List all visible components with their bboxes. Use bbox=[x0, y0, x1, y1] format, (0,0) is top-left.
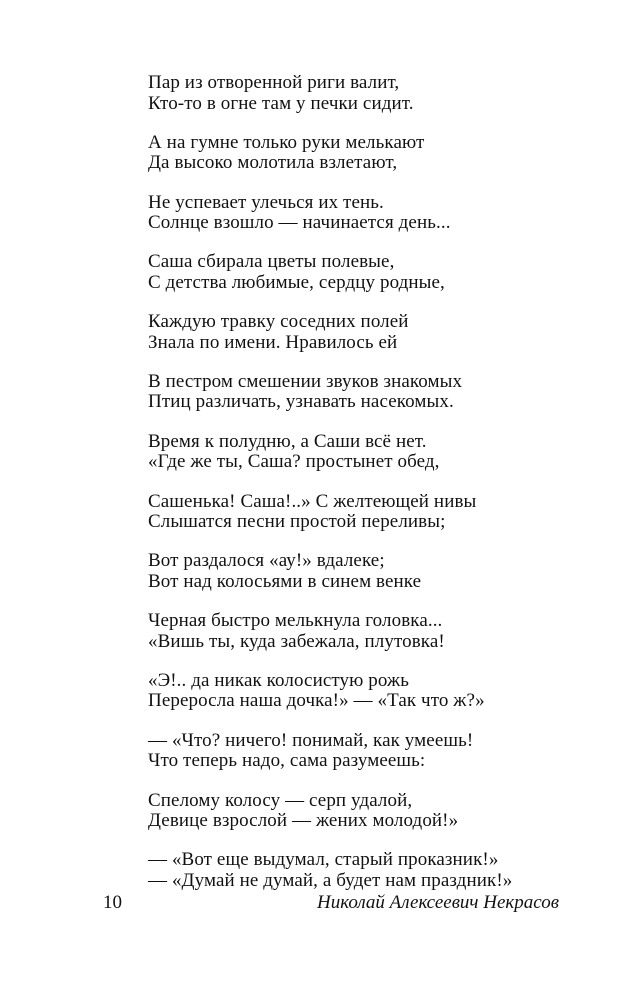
poem-line: Да высоко молотила взлетают, bbox=[148, 152, 398, 174]
poem-line: — «Думай не думай, а будет нам праздник!» bbox=[148, 869, 513, 891]
stanza bbox=[148, 731, 588, 772]
poem-line: А на гумне только руки мелькают bbox=[148, 131, 425, 153]
stanza bbox=[148, 372, 588, 413]
stanza bbox=[148, 850, 588, 891]
running-title: Николай Алексеевич Некрасов bbox=[317, 892, 559, 913]
poem-line: Кто-то в огне там у печки сидит. bbox=[148, 92, 414, 114]
poem-line: «Э!.. да никак колосистую рожь bbox=[148, 669, 409, 691]
poem-line: — «Что? ничего! понимай, как умеешь! bbox=[148, 729, 474, 751]
poem-line: Слышатся песни простой переливы; bbox=[148, 511, 446, 533]
poem-line: Каждую травку соседних полей bbox=[148, 311, 409, 333]
stanza bbox=[148, 252, 588, 293]
stanza bbox=[148, 73, 588, 114]
poem-line: Солнце взошло — начинается день... bbox=[148, 212, 451, 234]
poem-line: Черная быстро мелькнула головка... bbox=[148, 610, 443, 632]
poem-line: Переросла наша дочка!» — «Так что ж?» bbox=[148, 690, 485, 712]
poem-line: Сашенька! Саша!..» С желтеющей нивы bbox=[148, 490, 477, 512]
stanza bbox=[148, 671, 588, 712]
poem-line: Спелому колосу — серп удалой, bbox=[148, 789, 413, 811]
stanza bbox=[148, 193, 588, 234]
poem-line: «Где же ты, Саша? простынет обед, bbox=[148, 451, 440, 473]
poem-line: «Вишь ты, куда забежала, плутовка! bbox=[148, 630, 445, 652]
poem-line: Знала по имени. Нравилось ей bbox=[148, 331, 398, 353]
poem-line: Девице взрослой — жених молодой!» bbox=[148, 810, 459, 832]
poem-line: Саша сбирала цветы полевые, bbox=[148, 251, 395, 273]
poem-line: Не успевает улечься их тень. bbox=[148, 191, 384, 213]
poem-line: Пар из отворенной риги валит, bbox=[148, 72, 400, 93]
stanza bbox=[148, 791, 588, 832]
poem-text bbox=[148, 73, 588, 910]
poem-line: Вот над колосьями в синем венке bbox=[148, 570, 422, 592]
poem-line: — «Вот еще выдумал, старый проказник!» bbox=[148, 849, 499, 871]
poem-line: Что теперь надо, сама разумеешь: bbox=[148, 750, 426, 772]
poem-line: Время к полудню, а Саши всё нет. bbox=[148, 430, 427, 452]
stanza bbox=[148, 133, 588, 174]
page-number: 10 bbox=[103, 892, 122, 913]
stanza bbox=[148, 312, 588, 353]
stanza bbox=[148, 551, 588, 592]
stanza bbox=[148, 492, 588, 533]
poem-line: Вот раздалося «ау!» вдалеке; bbox=[148, 550, 385, 572]
stanza bbox=[148, 432, 588, 473]
poem-line: С детства любимые, сердцу родные, bbox=[148, 271, 445, 293]
poem-line: В пестром смешении звуков знакомых bbox=[148, 370, 463, 392]
poem-line: Птиц различать, узнавать насекомых. bbox=[148, 391, 454, 413]
page-footer bbox=[103, 892, 559, 916]
stanza bbox=[148, 611, 588, 652]
